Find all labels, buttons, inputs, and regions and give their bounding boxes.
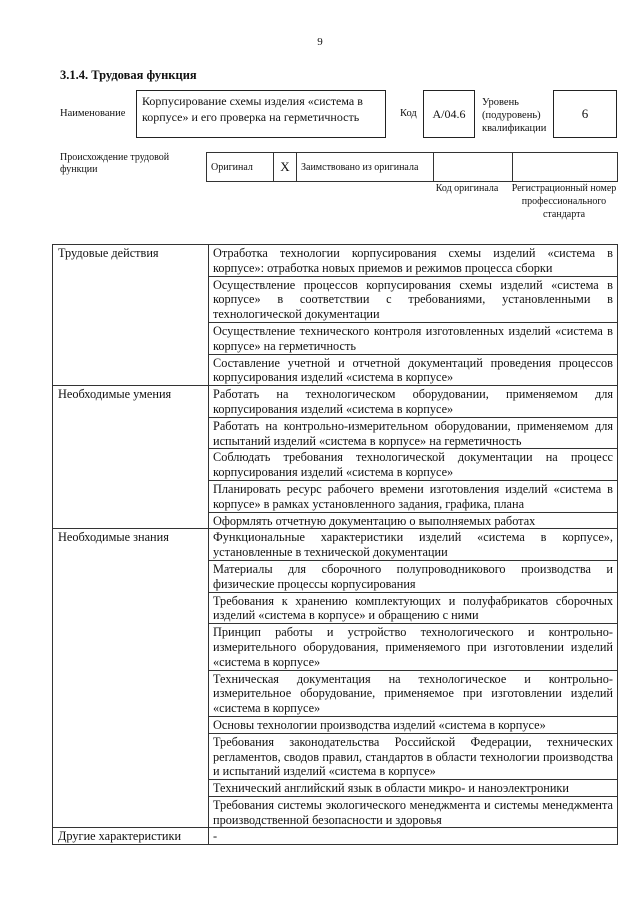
category-cell: Необходимые умения xyxy=(53,386,209,529)
item-cell: Требования законодательства Российской Федерации, технических регламентов, сводов правил, стандартов в области технологии производства и испытаний изделий «система в корпусе» xyxy=(209,733,618,779)
category-cell: Другие характеристики xyxy=(53,828,209,845)
reg-caption: Регистрационный номер профессионального стандарта xyxy=(511,183,617,220)
labor-function-table xyxy=(52,244,618,845)
category-cell: Трудовые действия xyxy=(53,245,209,386)
item-cell: Составление учетной и отчетной документаций проведения процессов корпусирования изделий «система в корпусе» xyxy=(209,354,618,386)
original-label: Оригинал xyxy=(211,161,253,173)
code-caption: Код оригинала xyxy=(435,183,499,194)
name-label: Наименование xyxy=(60,108,126,119)
category-cell: Необходимые знания xyxy=(53,529,209,828)
table-row xyxy=(53,529,618,561)
table-row xyxy=(53,245,618,277)
item-cell: Осуществление технического контроля изготовленных изделий «система в корпусе» на герметичность xyxy=(209,322,618,354)
origin-label: Происхождение трудовой функции xyxy=(60,152,170,175)
item-cell: Оформлять отчетную документацию о выполняемых работах xyxy=(209,512,618,529)
item-cell: Основы технологии производства изделий «система в корпусе» xyxy=(209,716,618,733)
origin-code-cell xyxy=(434,153,513,182)
reg-number-cell xyxy=(513,153,618,182)
item-cell: Планировать ресурс рабочего времени изготовления изделий «система в корпусе» в рамках установленного задания, графика, плана xyxy=(209,480,618,512)
item-cell: Работать на контрольно-измерительном оборудовании, применяемом для испытаний изделий «система в корпусе» на герметичность xyxy=(209,417,618,449)
code-label: Код xyxy=(400,108,417,119)
item-cell: Технический английский язык в области микро- и наноэлектроники xyxy=(209,780,618,797)
item-cell: Требования к хранению комплектующих и полуфабрикатов сборочных изделий «система в корпусе» и обращению с ними xyxy=(209,592,618,624)
original-mark: X xyxy=(274,153,297,182)
item-cell: Материалы для сборочного полупроводникового производства и физические процессы корпусирования xyxy=(209,560,618,592)
item-cell: Соблюдать требования технологической документации на процесс корпусирования изделий «система в корпусе» xyxy=(209,449,618,481)
item-cell: - xyxy=(209,828,618,845)
origin-table xyxy=(206,152,618,182)
page-number: 9 xyxy=(317,36,323,48)
section-title: 3.1.4. Трудовая функция xyxy=(60,68,197,82)
function-name-value: Корпусирование схемы изделия «система в корпусе» и его проверка на герметичность xyxy=(136,90,386,138)
item-cell: Работать на технологическом оборудовании, применяемом для корпусирования изделий «система в корпусе» xyxy=(209,386,618,418)
borrowed-label: Заимствовано из оригинала xyxy=(297,153,434,182)
function-code-value: А/04.6 xyxy=(423,90,475,138)
item-cell: Функциональные характеристики изделий «система в корпусе», установленные в технической документации xyxy=(209,529,618,561)
item-cell: Осуществление процессов корпусирования схемы изделий «система в корпусе» в соответствии с требованиями, установленными в технологической документации xyxy=(209,276,618,322)
table-row xyxy=(53,828,618,845)
original-label-cell xyxy=(207,153,274,182)
level-label: Уровень (подуровень) квалификации xyxy=(482,97,547,134)
item-cell: Требования системы экологического менеджмента и системы менеджмента производственной безопасности и здоровья xyxy=(209,796,618,828)
item-cell: Принцип работы и устройство технологического и контрольно-измерительного оборудования, применяемого при изготовлении изделий «система в корпусе» xyxy=(209,624,618,670)
item-cell: Отработка технологии корпусирования схемы изделий «система в корпусе»: отработка новых приемов и режимов процесса сборки xyxy=(209,245,618,277)
level-value: 6 xyxy=(553,90,617,138)
table-row xyxy=(53,386,618,418)
item-cell: Техническая документация на технологическое и контрольно-измерительное оборудование, применяемое при изготовлении изделий «система в корпусе» xyxy=(209,670,618,716)
